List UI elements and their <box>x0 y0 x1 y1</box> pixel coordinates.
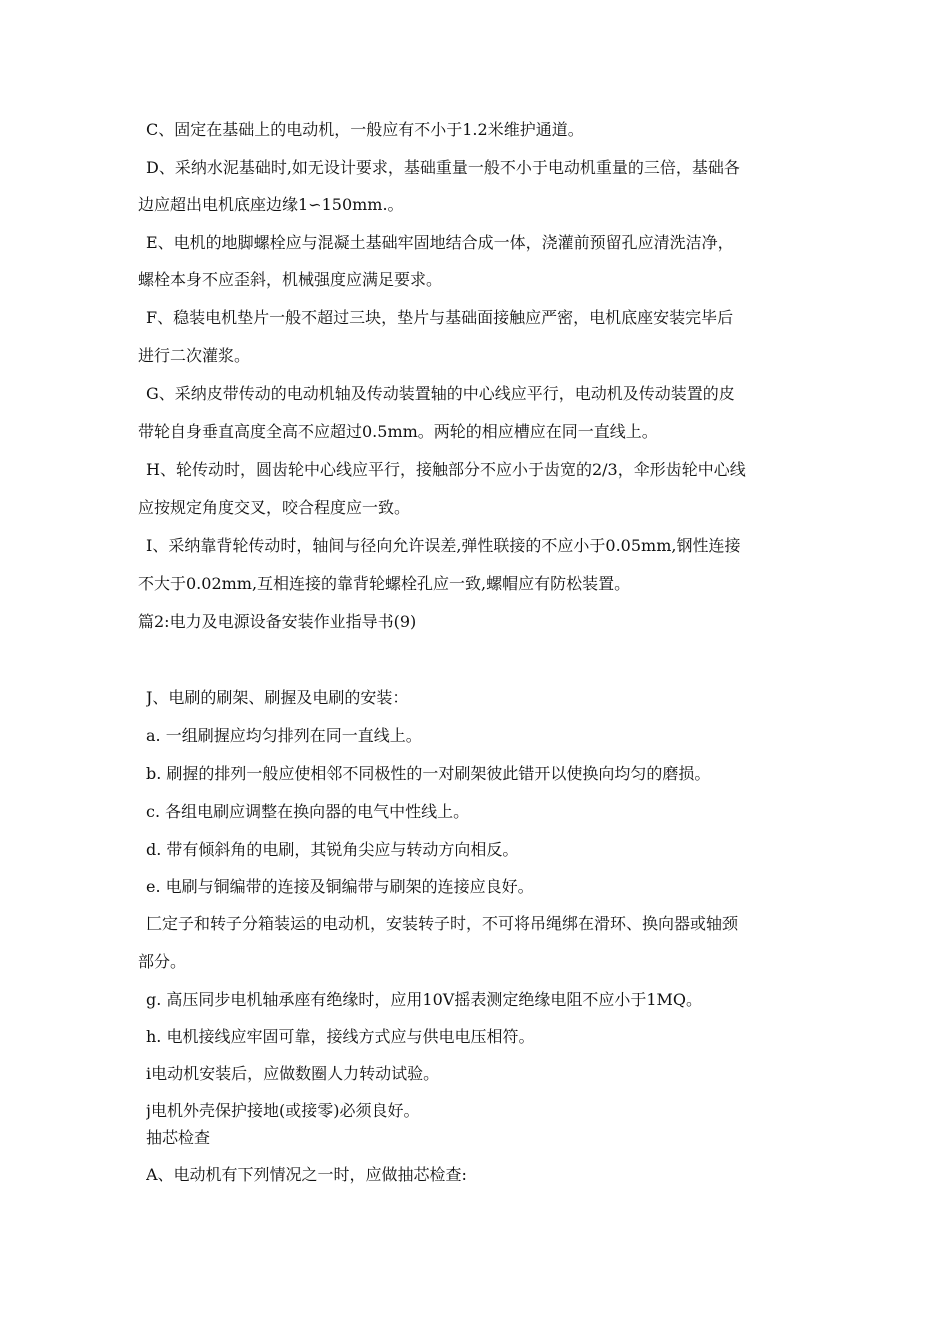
list-item-f: 匚定子和转子分箱装运的电动机，安装转子时，不可将吊绳绑在滑环、换向器或轴颈 <box>146 914 739 933</box>
list-item-f-cont: 部分。 <box>138 952 187 971</box>
paragraph-g-cont: 带轮自身垂直高度全高不应超过0.5mm。两轮的相应槽应在同一直线上。 <box>138 422 658 441</box>
list-item-d: d. 带有倾斜角的电刷，其锐角尖应与转动方向相反。 <box>146 840 519 859</box>
paragraph-e-cont: 螺栓本身不应歪斜，机械强度应满足要求。 <box>138 270 443 289</box>
subheading-core-inspection: 抽芯检查 <box>146 1128 211 1147</box>
paragraph-d: D、采纳水泥基础时,如无设计要求，基础重量一般不小于电动机重量的三倍，基础各 <box>146 158 740 177</box>
paragraph-a: A、电动机有下列情况之一时，应做抽芯检查: <box>146 1165 467 1184</box>
list-item-h: h. 电机接线应牢固可靠，接线方式应与供电电压相符。 <box>146 1027 535 1046</box>
paragraph-g: G、采纳皮带传动的电动机轴及传动装置轴的中心线应平行，电动机及传动装置的皮 <box>146 384 735 403</box>
list-item-e: e. 电刷与铜编带的连接及铜编带与刷架的连接应良好。 <box>146 877 534 896</box>
paragraph-f-cont: 进行二次灌浆。 <box>138 346 251 365</box>
paragraph-j: J、电刷的刷架、刷握及电刷的安装： <box>146 688 409 707</box>
paragraph-f: F、稳装电机垫片一般不超过三块，垫片与基础面接触应严密，电机底座安装完毕后 <box>146 308 734 327</box>
paragraph-d-cont: 边应超出电机底座边缘1∽150mm.。 <box>138 195 404 214</box>
list-item-c: c. 各组电刷应调整在换向器的电气中性线上。 <box>146 802 470 821</box>
section-heading: 篇2:电力及电源设备安装作业指导书(9) <box>138 612 417 631</box>
list-item-j: j电机外壳保护接地(或接零)必须良好。 <box>146 1101 420 1120</box>
paragraph-h-cont: 应按规定角度交叉，咬合程度应一致。 <box>138 498 411 517</box>
paragraph-h: H、轮传动时，圆齿轮中心线应平行，接触部分不应小于齿宽的2/3，伞形齿轮中心线 <box>146 460 746 479</box>
paragraph-e: E、电机的地脚螺栓应与混凝土基础牢固地结合成一体，浇灌前预留孔应清洗洁净， <box>146 233 734 252</box>
paragraph-i: I、采纳靠背轮传动时，轴间与径向允许误差,弹性联接的不应小于0.05mm,钢性连接 <box>146 536 741 555</box>
paragraph-c: C、固定在基础上的电动机，一般应有不小于1.2米维护通道。 <box>146 120 584 139</box>
paragraph-i-cont: 不大于0.02mm,互相连接的靠背轮螺栓孔应一致,螺帽应有防松装置。 <box>138 574 631 593</box>
list-item-b: b. 刷握的排列一般应使相邻不同极性的一对刷架彼此错开以使换向均匀的磨损。 <box>146 764 711 783</box>
list-item-i: i电动机安装后，应做数圈人力转动试验。 <box>146 1064 440 1083</box>
list-item-a: a. 一组刷握应均匀排列在同一直线上。 <box>146 726 422 745</box>
list-item-g: g. 高压同步电机轴承座有绝缘时，应用10V摇表测定绝缘电阻不应小于1MQ。 <box>146 990 703 1009</box>
